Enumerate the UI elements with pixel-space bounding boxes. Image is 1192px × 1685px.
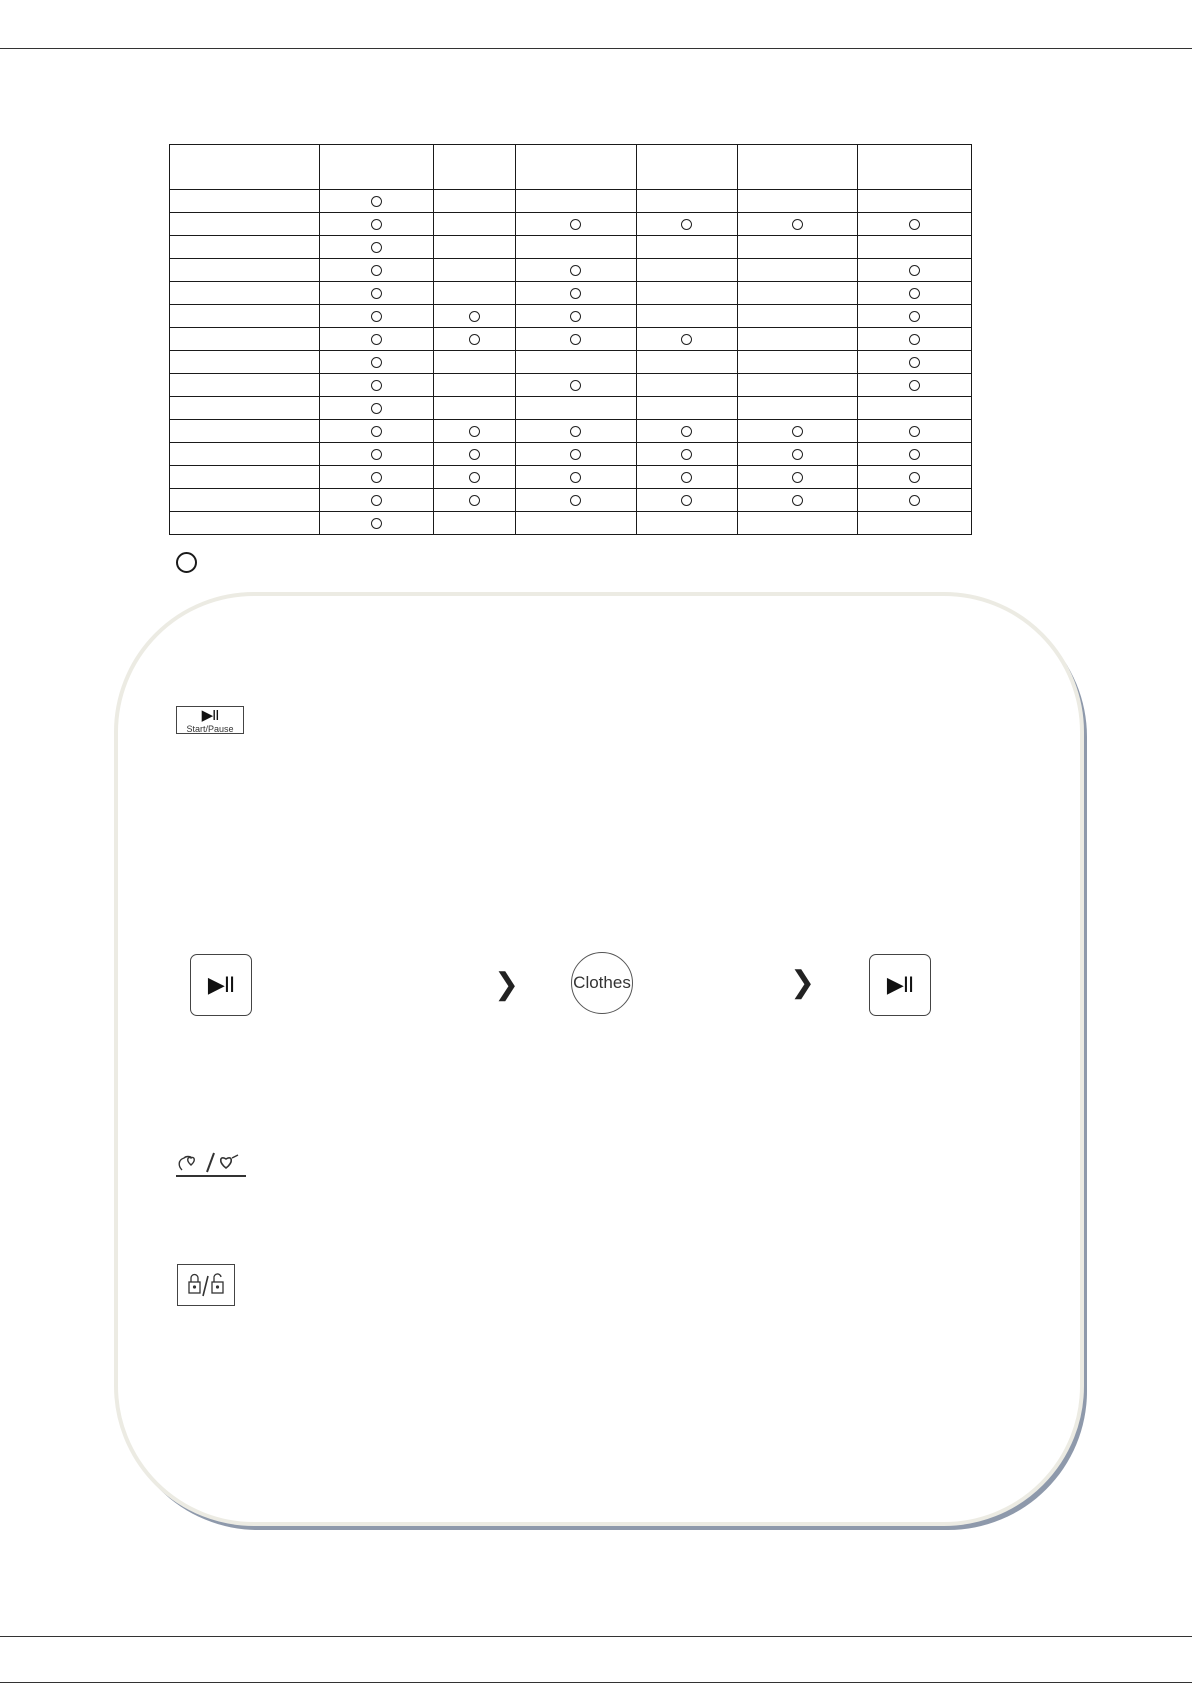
option-cell: [737, 190, 857, 213]
available-circle-icon: [909, 426, 920, 437]
available-circle-icon: [371, 265, 382, 276]
option-cell: [857, 305, 971, 328]
option-cell: [434, 374, 516, 397]
option-cell: [434, 443, 516, 466]
option-cell: [636, 305, 737, 328]
header-cell: [434, 145, 516, 190]
available-circle-icon: [469, 334, 480, 345]
available-circle-icon: [570, 219, 581, 230]
option-cell: [516, 305, 636, 328]
option-cell: [737, 420, 857, 443]
option-cell: [320, 351, 434, 374]
table-header-row: [170, 145, 972, 190]
program-cell: [170, 443, 320, 466]
available-circle-icon: [570, 265, 581, 276]
available-circle-icon: [792, 495, 803, 506]
option-cell: [516, 190, 636, 213]
option-cell: [516, 466, 636, 489]
play-pause-icon: ▶II: [201, 707, 219, 724]
option-cell: [636, 282, 737, 305]
available-circle-icon: [469, 426, 480, 437]
option-cell: [516, 328, 636, 351]
available-circle-icon: [371, 403, 382, 414]
option-cell: [320, 512, 434, 535]
table-row: [170, 420, 972, 443]
available-circle-icon: [681, 495, 692, 506]
start-pause-button[interactable]: [176, 706, 244, 734]
header-cell: [170, 145, 320, 190]
available-circle-icon: [371, 357, 382, 368]
option-cell: [516, 420, 636, 443]
clothes-label: Clothes: [573, 973, 631, 992]
table-row: [170, 305, 972, 328]
option-cell: [737, 351, 857, 374]
option-cell: [320, 374, 434, 397]
option-cell: [857, 512, 971, 535]
option-cell: [857, 374, 971, 397]
header-rule: [0, 48, 1192, 49]
available-circle-icon: [371, 288, 382, 299]
program-option-table: [169, 144, 972, 535]
available-circle-icon: [371, 518, 382, 529]
table-row: [170, 374, 972, 397]
table-row: [170, 328, 972, 351]
program-cell: [170, 305, 320, 328]
table-row: [170, 236, 972, 259]
available-circle-icon: [570, 449, 581, 460]
header-cell: [636, 145, 737, 190]
start-pause-step-1-button[interactable]: [190, 954, 252, 1016]
option-cell: [737, 305, 857, 328]
option-cell: [737, 489, 857, 512]
option-cell: [857, 489, 971, 512]
option-cell: [516, 443, 636, 466]
option-cell: [516, 512, 636, 535]
play-pause-icon: ▶II: [886, 972, 914, 997]
available-circle-icon: [570, 311, 581, 322]
available-circle-icon: [371, 449, 382, 460]
footer-rule-top: [0, 1636, 1192, 1637]
option-cell: [434, 489, 516, 512]
option-cell: [434, 466, 516, 489]
start-pause-step-3-button[interactable]: [869, 954, 931, 1016]
option-cell: [516, 374, 636, 397]
option-cell: [516, 489, 636, 512]
option-cell: [434, 259, 516, 282]
option-cell: [857, 328, 971, 351]
available-circle-icon: [570, 495, 581, 506]
option-cell: [636, 512, 737, 535]
program-cell: [170, 259, 320, 282]
program-cell: [170, 420, 320, 443]
child-lock-icon: [182, 1270, 230, 1300]
option-cell: [320, 443, 434, 466]
clothes-button[interactable]: [571, 952, 633, 1014]
available-circle-icon: [909, 265, 920, 276]
option-cell: [636, 259, 737, 282]
option-cell: [857, 466, 971, 489]
program-cell: [170, 512, 320, 535]
option-cell: [857, 259, 971, 282]
option-cell: [737, 213, 857, 236]
table-row: [170, 489, 972, 512]
option-cell: [737, 259, 857, 282]
option-cell: [737, 374, 857, 397]
available-circle-icon: [909, 472, 920, 483]
available-circle-icon: [681, 426, 692, 437]
available-circle-icon: [371, 219, 382, 230]
program-cell: [170, 489, 320, 512]
available-circle-icon: [909, 357, 920, 368]
option-cell: [320, 190, 434, 213]
available-circle-icon: [570, 334, 581, 345]
available-circle-icon: [371, 334, 382, 345]
option-cell: [320, 282, 434, 305]
option-cell: [636, 351, 737, 374]
option-cell: [434, 420, 516, 443]
table-row: [170, 190, 972, 213]
option-cell: [516, 351, 636, 374]
available-circle-icon: [469, 449, 480, 460]
available-circle-icon: [792, 472, 803, 483]
program-cell: [170, 328, 320, 351]
option-cell: [434, 236, 516, 259]
option-cell: [516, 259, 636, 282]
program-cell: [170, 236, 320, 259]
option-cell: [737, 282, 857, 305]
available-circle-icon: [570, 380, 581, 391]
table-row: [170, 259, 972, 282]
table-row: [170, 213, 972, 236]
available-circle-icon: [371, 380, 382, 391]
table-row: [170, 443, 972, 466]
table-row: [170, 282, 972, 305]
option-cell: [434, 282, 516, 305]
option-cell: [320, 236, 434, 259]
option-cell: [434, 512, 516, 535]
available-circle-icon: [909, 449, 920, 460]
option-cell: [636, 397, 737, 420]
option-cell: [636, 374, 737, 397]
heart-care-svg: [176, 1150, 246, 1174]
available-circle-icon: [469, 311, 480, 322]
option-cell: [636, 489, 737, 512]
option-cell: [434, 213, 516, 236]
option-cell: [737, 443, 857, 466]
option-cell: [434, 351, 516, 374]
available-circle-icon: [371, 495, 382, 506]
available-circle-icon: [909, 334, 920, 345]
available-circle-icon: [570, 426, 581, 437]
program-cell: [170, 397, 320, 420]
option-cell: [516, 397, 636, 420]
option-cell: [636, 328, 737, 351]
option-cell: [320, 420, 434, 443]
option-cell: [857, 397, 971, 420]
available-circle-icon: [371, 311, 382, 322]
available-circle-icon: [469, 495, 480, 506]
available-circle-icon: [681, 219, 692, 230]
option-cell: [857, 213, 971, 236]
option-cell: [636, 213, 737, 236]
option-cell: [737, 328, 857, 351]
chevron-right-icon: ❯: [790, 966, 816, 999]
option-cell: [636, 420, 737, 443]
legend-circle-icon: [176, 552, 197, 573]
program-cell: [170, 351, 320, 374]
header-cell: [737, 145, 857, 190]
table-row: [170, 351, 972, 374]
option-cell: [434, 305, 516, 328]
footer-rule-bottom: [0, 1682, 1192, 1683]
program-cell: [170, 282, 320, 305]
available-circle-icon: [469, 472, 480, 483]
start-pause-label: Start/Pause: [186, 724, 234, 734]
available-circle-icon: [681, 334, 692, 345]
option-cell: [320, 397, 434, 420]
available-circle-icon: [371, 472, 382, 483]
option-cell: [320, 328, 434, 351]
program-cell: [170, 374, 320, 397]
table-body: [170, 190, 972, 535]
available-circle-icon: [371, 196, 382, 207]
option-cell: [857, 282, 971, 305]
option-cell: [434, 328, 516, 351]
option-cell: [516, 213, 636, 236]
available-circle-icon: [371, 426, 382, 437]
play-pause-icon: ▶II: [207, 972, 235, 997]
option-cell: [434, 190, 516, 213]
table-row: [170, 512, 972, 535]
available-circle-icon: [909, 219, 920, 230]
option-cell: [857, 443, 971, 466]
available-circle-icon: [570, 472, 581, 483]
option-cell: [434, 397, 516, 420]
available-circle-icon: [909, 288, 920, 299]
table-row: [170, 397, 972, 420]
option-cell: [857, 420, 971, 443]
available-circle-icon: [570, 288, 581, 299]
option-cell: [320, 305, 434, 328]
option-cell: [516, 236, 636, 259]
option-cell: [857, 236, 971, 259]
program-cell: [170, 190, 320, 213]
option-cell: [636, 443, 737, 466]
option-cell: [857, 351, 971, 374]
available-circle-icon: [909, 495, 920, 506]
header-cell: [857, 145, 971, 190]
option-cell: [636, 466, 737, 489]
option-cell: [516, 282, 636, 305]
option-cell: [320, 259, 434, 282]
program-cell: [170, 466, 320, 489]
child-lock-button[interactable]: [177, 1264, 235, 1306]
available-circle-icon: [909, 311, 920, 322]
available-circle-icon: [792, 426, 803, 437]
available-circle-icon: [681, 449, 692, 460]
table-row: [170, 466, 972, 489]
chevron-right-icon: ❯: [494, 968, 520, 1001]
option-cell: [320, 489, 434, 512]
option-cell: [320, 466, 434, 489]
option-cell: [737, 236, 857, 259]
option-cell: [737, 512, 857, 535]
header-cell: [516, 145, 636, 190]
option-cell: [320, 213, 434, 236]
header-cell: [320, 145, 434, 190]
available-circle-icon: [792, 449, 803, 460]
option-cell: [636, 236, 737, 259]
heart-care-icon[interactable]: [176, 1149, 246, 1177]
instruction-panel: [114, 592, 1084, 1526]
option-cell: [737, 466, 857, 489]
available-circle-icon: [792, 219, 803, 230]
available-circle-icon: [909, 380, 920, 391]
available-circle-icon: [371, 242, 382, 253]
available-circle-icon: [681, 472, 692, 483]
option-cell: [737, 397, 857, 420]
option-cell: [857, 190, 971, 213]
program-cell: [170, 213, 320, 236]
option-cell: [636, 190, 737, 213]
